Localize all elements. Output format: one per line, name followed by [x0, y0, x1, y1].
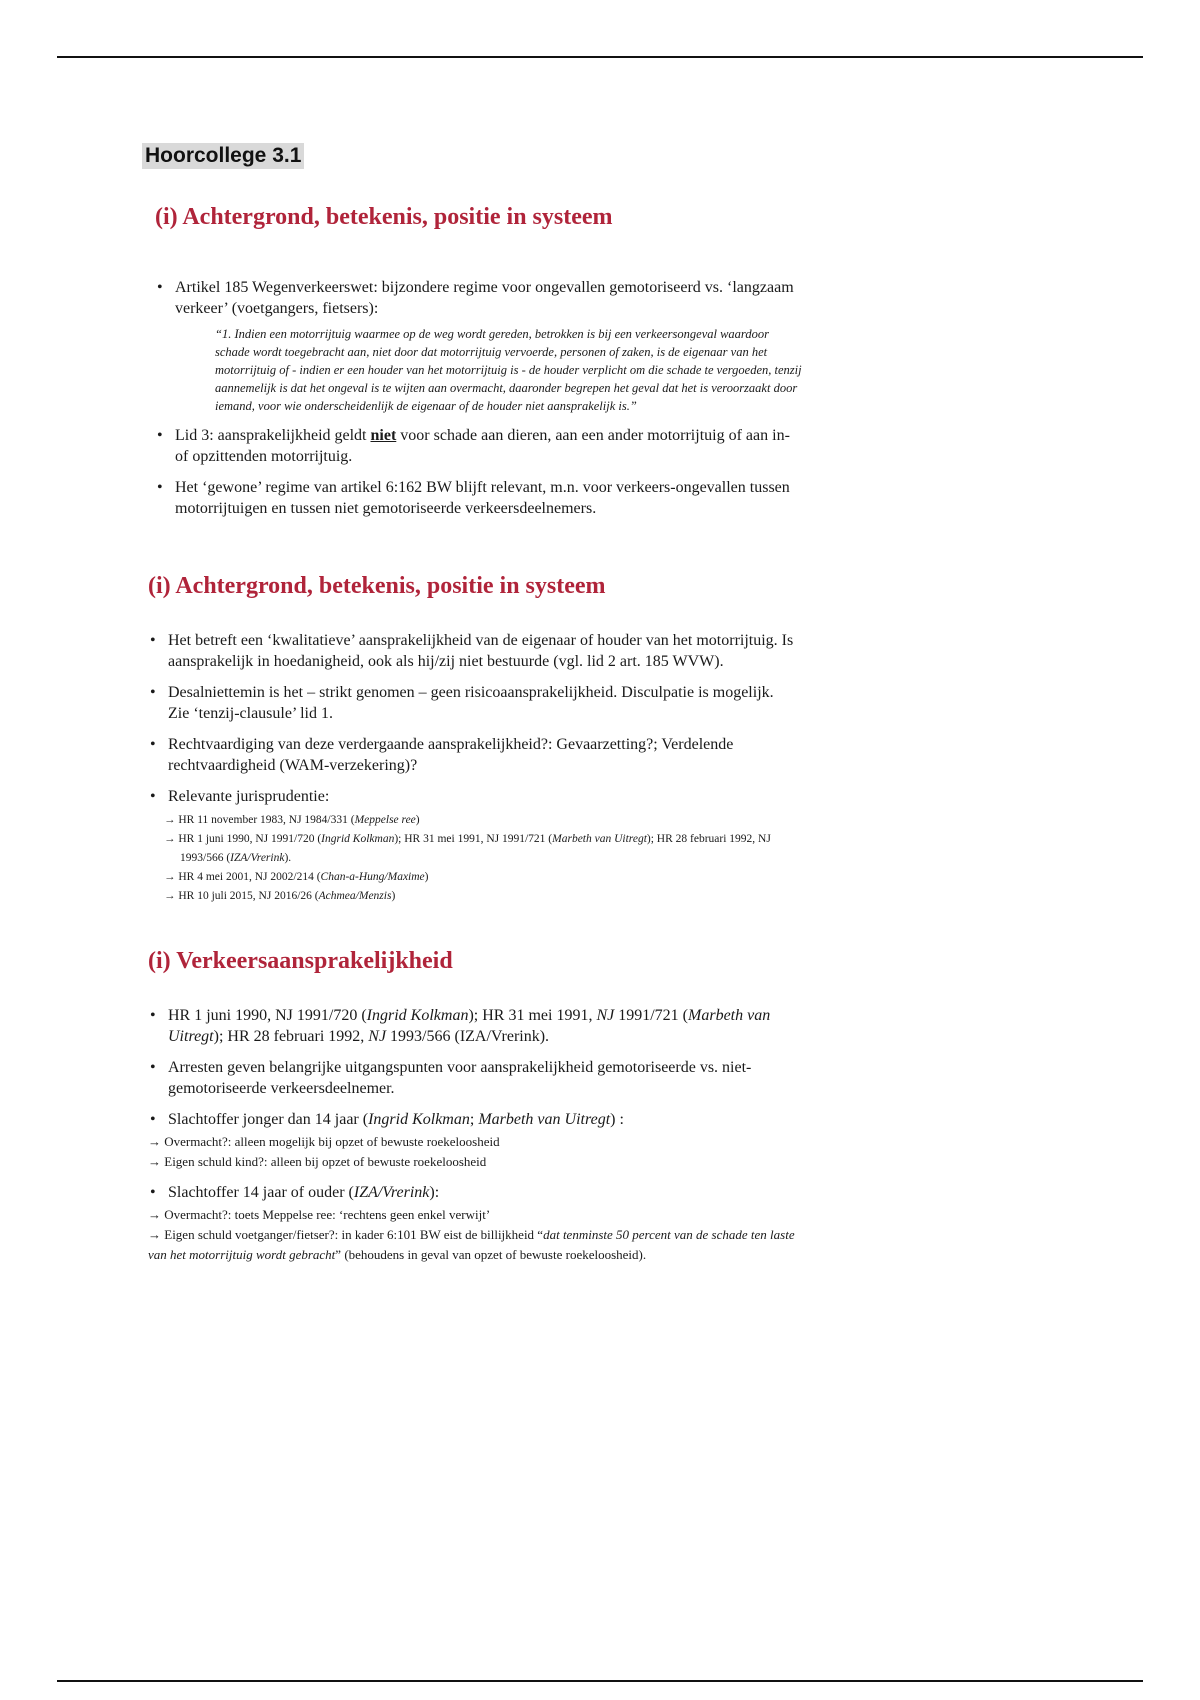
case-ref: ).: [284, 852, 292, 864]
bullet-text: Lid 3: aansprakelijkheid geldt: [175, 427, 371, 444]
quoted-norm: dat tenminste 50 percent van de schade ten laste van het motorrijtuig wordt gebracht: [148, 1227, 795, 1262]
subpoint-text: ” (behoudens in geval van opzet of bewuste roekeloosheid).: [335, 1247, 647, 1262]
case-name: Marbeth van Uitregt: [552, 833, 647, 845]
slide-3-bullet-3: [148, 1109, 798, 1130]
case-name: Achmea/Menzis: [318, 890, 392, 902]
slide-1-bullet-3: • Het ‘gewone’ regime van artikel 6:162 BW blijft relevant, m.n. voor verkeers-ongevallen tussen motorrijtuigen en tussen niet gemotoriseerde verkeersdeelnemers.: [155, 477, 805, 519]
footer-rule: [57, 1680, 1143, 1682]
bullet-text: ):: [429, 1184, 440, 1201]
case-name: Chan-a-Hung/Maxime: [320, 871, 425, 883]
emphasis-niet: niet: [370, 427, 397, 444]
jurisprudence-item: [164, 887, 798, 906]
slide-3-bullet-4: [148, 1182, 798, 1203]
slide-3: [148, 948, 798, 1275]
jurisprudence-item: [164, 811, 798, 830]
bullet-text: Slachtoffer jonger dan 14 jaar (: [168, 1111, 369, 1128]
subpoint: [148, 1225, 798, 1265]
document-heading: Hoorcollege 3.1: [142, 143, 304, 169]
slide-3-subpoints-young: [148, 1132, 798, 1172]
slide-3-bullets: [148, 1005, 798, 1265]
slide-3-subpoints-older: [148, 1205, 798, 1265]
case-ref: ): [391, 890, 396, 902]
bullet-text: Slachtoffer 14 jaar of ouder (: [168, 1184, 354, 1201]
slide-2-bullet-2: • Desalniettemin is het – strikt genomen – geen risicoaansprakelijkheid. Disculpatie is mogelijk. Zie ‘tenzij-clausule’ lid 1.: [148, 682, 798, 724]
jurisprudence-item: [164, 830, 798, 868]
case-name: Ingrid Kolkman: [366, 1007, 469, 1024]
slide-3-title: (i) Verkeersaansprakelijkheid: [148, 948, 453, 974]
case-ref: → HR 4 mei 2001, NJ 2002/214 (: [164, 871, 321, 883]
slide-2: [148, 573, 798, 916]
slide-1-bullet-2: [155, 425, 805, 467]
subpoint: → Eigen schuld kind?: alleen bij opzet of bewuste roekeloosheid: [148, 1154, 487, 1169]
subpoint: → Overmacht?: toets Meppelse ree: ‘rechtens geen enkel verwijt’: [148, 1207, 491, 1222]
case-name: Ingrid Kolkman: [321, 833, 395, 845]
bullet-text: ;: [469, 1111, 479, 1128]
bullet-text: ); HR 31 mei 1991,: [468, 1007, 597, 1024]
bullet-text: HR 1 juni 1990, NJ 1991/720 (: [168, 1007, 367, 1024]
case-name: Marbeth van Uitregt: [478, 1111, 611, 1128]
header-rule: [57, 56, 1143, 58]
bullet-text: ); HR 28 februari 1992,: [213, 1028, 369, 1045]
case-ref: ); HR 31 mei 1991, NJ 1991/721 (: [394, 833, 553, 845]
jurisprudence-list: [148, 811, 798, 906]
slide-1-title: (i) Achtergrond, betekenis, positie in systeem: [155, 204, 613, 230]
case-ref: → HR 11 november 1983, NJ 1984/331 (: [164, 814, 355, 826]
subpoint-text: → Eigen schuld voetganger/fietser?: in kader 6:101 BW eist de billijkheid “: [148, 1227, 544, 1242]
journal-abbrev: NJ: [368, 1028, 387, 1045]
case-name: Marbeth van Uitregt: [168, 1007, 771, 1045]
bullet-text: Artikel 185 Wegenverkeerswet: bijzondere regime voor ongevallen gemotoriseerd vs. ‘langzaam verkeer’ (voetgangers, fietsers):: [175, 279, 794, 317]
slide-1-bullet-1: [155, 277, 805, 415]
case-ref: → HR 1 juni 1990, NJ 1991/720 (: [164, 833, 322, 845]
slide-2-bullet-1: • Het betreft een ‘kwalitatieve’ aansprakelijkheid van de eigenaar of houder van het motorrijtuig. Is aansprakelijk in hoedanigheid, ook als hij/zij niet bestuurde (vgl. lid 2 art. 185 WVW).: [148, 630, 798, 672]
article-185-quote: “1. Indien een motorrijtuig waarmee op de weg wordt gereden, betrokken is bij een verkeersongeval waardoor schade wordt toegebracht aan, niet door dat motorrijtuig vervoerde, personen of zaken, is de eigenaar van het motorrijtuig of - indien er een houder van het motorrijtuig is - de houder verplicht om die schade te vergoeden, tenzij aannemelijk is dat het ongeval is te wijten aan overmacht, daaronder begrepen het geval dat het is veroorzaakt door iemand, voor wie onderscheidenlijk de eigenaar of de houder niet aansprakelijk is.”: [215, 327, 802, 413]
journal-abbrev: NJ: [596, 1007, 615, 1024]
case-ref: ): [415, 814, 420, 826]
slide-2-bullets: [148, 630, 798, 906]
slide-3-bullet-1: [148, 1005, 798, 1047]
bullet-text: 1993/566 (IZA/Vrerink).: [386, 1028, 550, 1045]
bullet-text: ) :: [610, 1111, 624, 1128]
subpoint: → Overmacht?: alleen mogelijk bij opzet of bewuste roekeloosheid: [148, 1134, 500, 1149]
case-ref: → HR 10 juli 2015, NJ 2016/26 (: [164, 890, 319, 902]
slide-3-bullet-2: • Arresten geven belangrijke uitgangspunten voor aansprakelijkheid gemotoriseerde vs. niet-gemotoriseerde verkeersdeelnemer.: [148, 1057, 798, 1099]
case-name: IZA/Vrerink: [353, 1184, 430, 1201]
slide-1: [155, 204, 805, 529]
case-name: Meppelse ree: [354, 814, 416, 826]
bullet-text: voor schade aan dieren, aan een ander motorrijtuig of aan in- of opzittenden motorrijtuig.: [175, 427, 790, 465]
case-ref: ): [424, 871, 429, 883]
case-name: IZA/Vrerink: [230, 852, 285, 864]
jurisprudence-item: [164, 868, 798, 887]
case-name: Ingrid Kolkman: [368, 1111, 470, 1128]
case-ref: ); HR 28 februari 1992, NJ 1993/566 (: [180, 833, 771, 864]
bullet-text: Relevante jurisprudentie:: [168, 788, 330, 805]
slide-1-bullets: [155, 277, 805, 519]
bullet-text: 1991/721 (: [614, 1007, 689, 1024]
slide-2-bullet-3: • Rechtvaardiging van deze verdergaande aansprakelijkheid?: Gevaarzetting?; Verdelende rechtvaardigheid (WAM-verzekering)?: [148, 734, 798, 776]
slide-2-title: (i) Achtergrond, betekenis, positie in systeem: [148, 573, 606, 599]
slide-2-bullet-4: [148, 786, 798, 906]
